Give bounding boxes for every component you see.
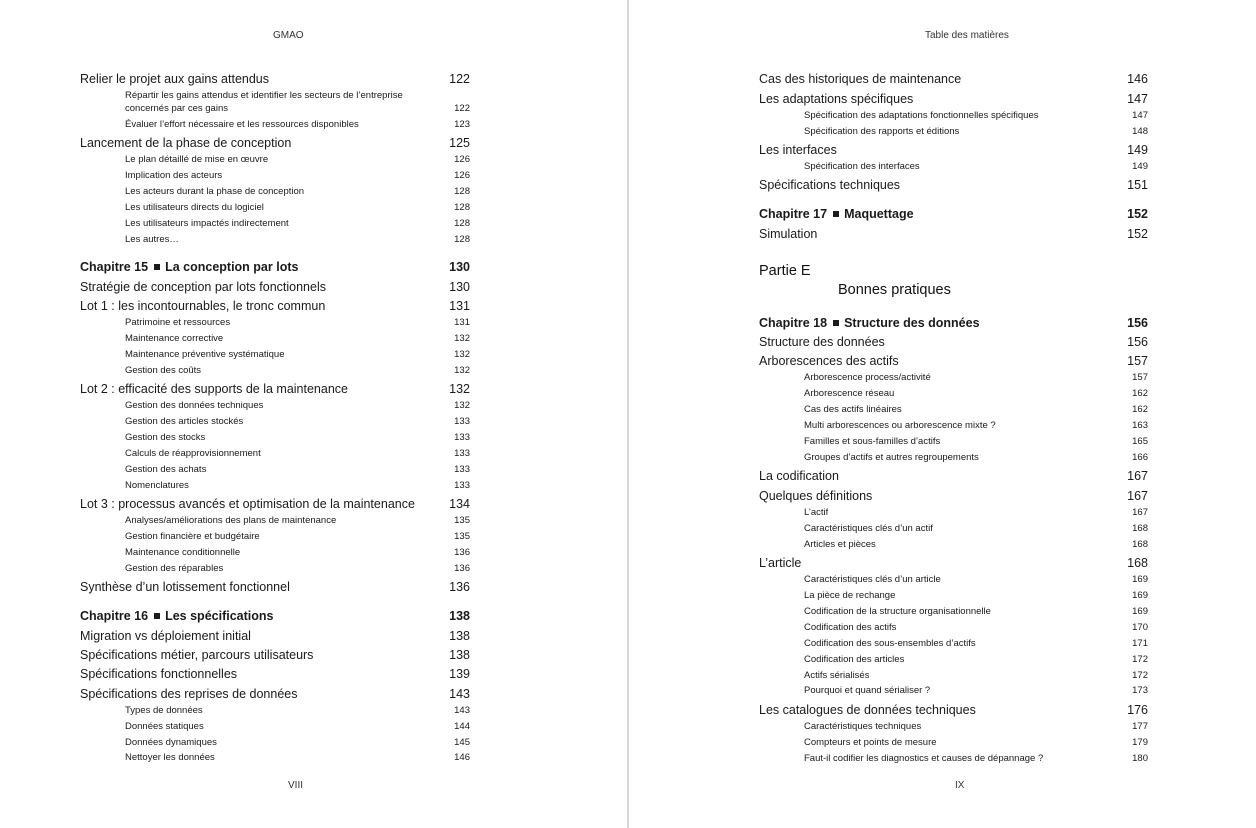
toc-entry [804,685,1148,696]
entry-title: Les autres… [125,234,179,245]
toc-entry [804,638,1148,649]
entry-page-number: 133 [454,480,470,491]
entry-title: Arborescences des actifs [759,354,899,368]
toc-entry [804,670,1148,681]
running-head: GMAO [273,30,304,41]
entry-title: Arborescence process/activité [804,372,931,383]
entry-title: Lancement de la phase de conception [80,136,292,150]
entry-page-number: 149 [1132,161,1148,172]
toc-entry [759,354,1148,368]
entry-page-number: 144 [454,721,470,732]
chapter-number: Chapitre 15 [80,260,149,274]
toc-entry [125,737,470,748]
toc-entry [804,388,1148,399]
table-of-contents [0,0,627,828]
entry-page-number: 156 [1127,316,1148,330]
toc-entry [80,629,470,643]
toc-entry [125,119,470,130]
entry-page-number: 135 [454,531,470,542]
entry-page-number: 151 [1127,178,1148,192]
entry-title: Implication des acteurs [125,170,223,181]
entry-title: Migration vs déploiement initial [80,629,251,643]
entry-page-number: 136 [454,563,470,574]
toc-entry [804,523,1148,534]
toc-entry [125,317,470,328]
entry-title: Données statiques [125,721,204,732]
entry-page-number: 147 [1127,92,1148,106]
entry-title: Spécification des interfaces [804,161,920,172]
entry-page-number: 163 [1132,420,1148,431]
toc-entry [80,667,470,681]
entry-page-number: 157 [1127,354,1148,368]
entry-title: Gestion des réparables [125,563,224,574]
entry-page-number: 138 [449,609,470,623]
entry-title: Les acteurs durant la phase de conception [125,186,305,197]
entry-page-number: 130 [449,260,470,274]
toc-entry [125,705,470,716]
entry-page-number: 162 [1132,404,1148,415]
entry-title: Simulation [759,227,818,241]
entry-page-number: 166 [1132,452,1148,463]
toc-entry [125,103,470,114]
entry-title: Caractéristiques clés d’un actif [804,523,933,534]
toc-chapter-entry [80,609,470,623]
entry-page-number: 171 [1132,638,1148,649]
entry-title: Gestion des données techniques [125,400,264,411]
chapter-title: Structure des données [844,316,980,330]
entry-page-number: 167 [1127,489,1148,503]
entry-title: Calculs de réapprovisionnement [125,448,261,459]
entry-title: Les utilisateurs directs du logiciel [125,202,264,213]
entry-page-number: 136 [449,580,470,594]
entry-title: Répartir les gains attendus et identifier les secteurs de l’entreprise [125,90,403,101]
toc-entry [804,606,1148,617]
toc-entry [125,234,470,245]
entry-page-number: 132 [454,333,470,344]
entry-title: concernés par ces gains [125,103,228,114]
chapter-number: Chapitre 18 [759,316,828,330]
entry-page-number: 128 [454,234,470,245]
entry-page-number: 169 [1132,590,1148,601]
entry-title: L’actif [804,507,829,518]
entry-page-number: 147 [1132,110,1148,121]
toc-entry [80,382,470,396]
toc-entry [804,590,1148,601]
entry-title: Codification de la structure organisationnelle [804,606,991,617]
chapter-heading [759,316,980,330]
toc-entry [125,547,470,558]
toc-entry [125,170,470,181]
toc-entry [759,178,1148,192]
entry-title: Spécification des adaptations fonctionnelles spécifiques [804,110,1039,121]
page-number: IX [955,780,965,791]
toc-entry [80,580,470,594]
entry-title: Cas des historiques de maintenance [759,72,962,86]
toc-entry [804,436,1148,447]
entry-page-number: 167 [1127,469,1148,483]
toc-chapter-entry [759,316,1148,330]
entry-page-number: 130 [449,280,470,294]
toc-entry [804,737,1148,748]
entry-title: Spécification des rapports et éditions [804,126,960,137]
entry-title: Codification des articles [804,654,905,665]
entry-page-number: 168 [1132,523,1148,534]
toc-entry [125,515,470,526]
entry-title: Actifs sérialisés [804,670,870,681]
entry-page-number: 133 [454,464,470,475]
entry-page-number: 169 [1132,606,1148,617]
part-label: Partie E [759,263,811,279]
toc-entry [125,531,470,542]
chapter-number: Chapitre 17 [759,207,828,221]
entry-page-number: 132 [454,400,470,411]
chapter-title: La conception par lots [165,260,299,274]
entry-page-number: 169 [1132,574,1148,585]
entry-title: Codification des sous-ensembles d’actifs [804,638,976,649]
entry-page-number: 123 [454,119,470,130]
entry-page-number: 134 [449,497,470,511]
toc-entry [125,464,470,475]
entry-title: Gestion des coûts [125,365,202,376]
entry-page-number: 128 [454,186,470,197]
toc-entry [80,280,470,294]
left-page [0,0,627,828]
toc-chapter-entry [80,260,470,274]
entry-title: Lot 1 : les incontournables, le tronc commun [80,299,326,313]
toc-entry [125,400,470,411]
toc-entry [125,202,470,213]
toc-entry [125,480,470,491]
toc-entry [125,752,470,763]
square-bullet-icon [833,211,839,217]
entry-page-number: 152 [1127,227,1148,241]
table-of-contents [629,0,1256,828]
entry-page-number: 173 [1132,685,1148,696]
entry-title: Spécifications fonctionnelles [80,667,238,681]
entry-page-number: 131 [454,317,470,328]
entry-title: Maintenance préventive systématique [125,349,285,360]
running-head: Table des matières [925,30,1009,41]
entry-title: Quelques définitions [759,489,873,503]
entry-page-number: 133 [454,416,470,427]
entry-title: Types de données [125,705,203,716]
toc-entry [759,92,1148,106]
toc-entry [759,143,1148,157]
toc-entry [759,556,1148,570]
entry-title: Données dynamiques [125,737,217,748]
entry-page-number: 168 [1127,556,1148,570]
entry-page-number: 132 [449,382,470,396]
entry-title: L’article [759,556,802,570]
page-number: VIII [288,780,304,791]
entry-title: Gestion des achats [125,464,207,475]
chapter-heading [759,207,914,221]
entry-page-number: 157 [1132,372,1148,383]
entry-page-number: 172 [1132,670,1148,681]
entry-page-number: 165 [1132,436,1148,447]
entry-page-number: 126 [454,170,470,181]
toc-entry [125,90,470,101]
entry-page-number: 149 [1127,143,1148,157]
square-bullet-icon [154,264,160,270]
entry-title: Gestion financière et budgétaire [125,531,260,542]
entry-page-number: 152 [1127,207,1148,221]
entry-title: Analyses/améliorations des plans de maintenance [125,515,337,526]
entry-title: Faut-il codifier les diagnostics et causes de dépannage ? [804,753,1044,764]
entry-page-number: 172 [1132,654,1148,665]
entry-page-number: 180 [1132,753,1148,764]
toc-entry [80,687,470,701]
entry-page-number: 122 [454,103,470,114]
entry-page-number: 143 [454,705,470,716]
toc-entry [759,469,1148,483]
entry-page-number: 131 [449,299,470,313]
entry-title: Lot 2 : efficacité des supports de la maintenance [80,382,348,396]
toc-entry [804,574,1148,585]
toc-entry [759,703,1148,717]
toc-entry [125,333,470,344]
entry-title: Pourquoi et quand sérialiser ? [804,685,931,696]
entry-page-number: 136 [454,547,470,558]
entry-page-number: 162 [1132,388,1148,399]
chapter-heading [80,260,298,274]
entry-title: Structure des données [759,335,885,349]
entry-title: Patrimoine et ressources [125,317,231,328]
entry-page-number: 170 [1132,622,1148,633]
toc-entry [804,161,1148,172]
entry-title: Relier le projet aux gains attendus [80,72,270,86]
toc-entry [804,721,1148,732]
toc-entry [804,452,1148,463]
entry-page-number: 143 [449,687,470,701]
toc-entry [804,126,1148,137]
entry-page-number: 135 [454,515,470,526]
chapter-heading [80,609,273,623]
entry-title: Lot 3 : processus avancés et optimisation de la maintenance [80,497,415,511]
entry-page-number: 139 [449,667,470,681]
toc-entry [804,372,1148,383]
toc-entry [125,186,470,197]
entry-page-number: 122 [449,72,470,86]
toc-chapter-entry [759,207,1148,221]
entry-title: Les interfaces [759,143,837,157]
toc-entry [80,72,470,86]
toc-entry [759,489,1148,503]
entry-page-number: 126 [454,154,470,165]
entry-page-number: 146 [454,752,470,763]
square-bullet-icon [154,613,160,619]
toc-entry [804,753,1148,764]
toc-entry [80,136,470,150]
entry-page-number: 138 [449,629,470,643]
entry-page-number: 179 [1132,737,1148,748]
entry-title: Maintenance conditionnelle [125,547,241,558]
entry-title: Évaluer l’effort nécessaire et les ressources disponibles [125,119,359,130]
toc-entry [804,404,1148,415]
entry-title: Codification des actifs [804,622,897,633]
entry-title: Synthèse d’un lotissement fonctionnel [80,580,290,594]
toc-entry [80,648,470,662]
toc-entry [759,72,1148,86]
right-page [629,0,1256,828]
toc-entry [759,227,1148,241]
entry-page-number: 132 [454,365,470,376]
toc-entry [125,416,470,427]
entry-title: Gestion des articles stockés [125,416,244,427]
entry-page-number: 148 [1132,126,1148,137]
toc-entry [125,563,470,574]
part-title: Bonnes pratiques [838,282,951,298]
entry-page-number: 138 [449,648,470,662]
entry-page-number: 167 [1132,507,1148,518]
entry-title: La pièce de rechange [804,590,896,601]
toc-entry [804,654,1148,665]
entry-title: La codification [759,469,839,483]
entry-title: Les adaptations spécifiques [759,92,914,106]
entry-title: Les utilisateurs impactés indirectement [125,218,289,229]
entry-page-number: 177 [1132,721,1148,732]
entry-page-number: 146 [1127,72,1148,86]
toc-entry [804,539,1148,550]
entry-page-number: 133 [454,432,470,443]
entry-title: Nomenclatures [125,480,189,491]
entry-title: Spécifications techniques [759,178,901,192]
toc-entry [125,448,470,459]
entry-page-number: 133 [454,448,470,459]
entry-title: Spécifications des reprises de données [80,687,298,701]
entry-title: Caractéristiques techniques [804,721,922,732]
entry-page-number: 176 [1127,703,1148,717]
entry-title: Articles et pièces [804,539,876,550]
entry-title: Le plan détaillé de mise en œuvre [125,154,269,165]
chapter-number: Chapitre 16 [80,609,149,623]
entry-title: Les catalogues de données techniques [759,703,976,717]
toc-entry [804,507,1148,518]
entry-title: Nettoyer les données [125,752,215,763]
toc-entry [804,622,1148,633]
entry-title: Stratégie de conception par lots fonctionnels [80,280,326,294]
toc-entry [759,335,1148,349]
toc-entry [125,365,470,376]
toc-entry [125,154,470,165]
entry-title: Spécifications métier, parcours utilisateurs [80,648,314,662]
entry-title: Caractéristiques clés d’un article [804,574,941,585]
entry-title: Multi arborescences ou arborescence mixte ? [804,420,996,431]
entry-title: Familles et sous-familles d’actifs [804,436,941,447]
chapter-title: Maquettage [844,207,914,221]
toc-entry [804,110,1148,121]
toc-entry [80,299,470,313]
toc-entry [125,432,470,443]
toc-entry [125,218,470,229]
entry-page-number: 128 [454,202,470,213]
chapter-title: Les spécifications [165,609,274,623]
toc-entry [125,349,470,360]
entry-page-number: 132 [454,349,470,360]
toc-entry [80,497,470,511]
square-bullet-icon [833,320,839,326]
entry-title: Gestion des stocks [125,432,206,443]
entry-title: Groupes d’actifs et autres regroupements [804,452,979,463]
entry-page-number: 145 [454,737,470,748]
toc-entry [804,420,1148,431]
entry-title: Maintenance corrective [125,333,224,344]
entry-page-number: 128 [454,218,470,229]
entry-page-number: 125 [449,136,470,150]
entry-title: Arborescence réseau [804,388,895,399]
entry-title: Cas des actifs linéaires [804,404,902,415]
entry-page-number: 156 [1127,335,1148,349]
entry-title: Compteurs et points de mesure [804,737,937,748]
entry-page-number: 168 [1132,539,1148,550]
toc-entry [125,721,470,732]
